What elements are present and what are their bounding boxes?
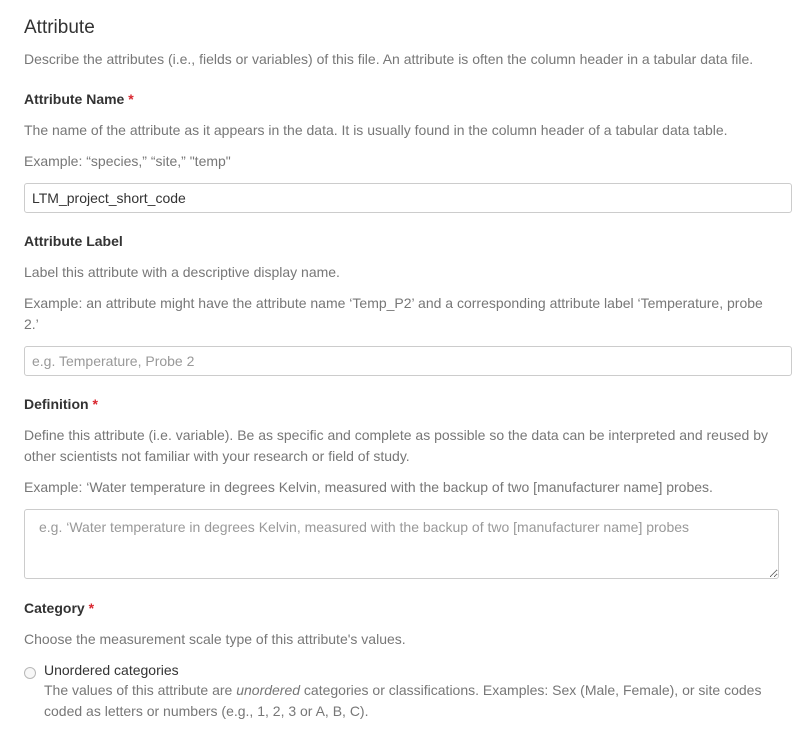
category-help: Choose the measurement scale type of this attribute's values. [24,631,406,647]
attribute-label-label [24,233,123,249]
attribute-name-label [24,91,134,107]
attribute-label-input[interactable] [24,346,792,376]
category-label [24,600,94,616]
definition-textarea[interactable] [24,509,779,579]
category-label-text: Category [24,600,85,616]
desc-emphasis: unordered [236,682,301,698]
unordered-categories-radio[interactable] [24,667,36,679]
definition-label-text: Definition [24,396,89,412]
definition-label [24,396,98,412]
section-title: Attribute [24,17,95,38]
definition-help: Define this attribute (i.e. variable). Be as specific and complete as possible so the data can be interpreted and reused by other scientists not familiar with your research or field of study. [24,427,768,464]
required-marker: * [88,600,95,616]
desc-after: categories or classifications. Examples: Sex (Male, Female), or site codes coded as letters or numbers (e.g., 1, 2, 3 or A, B, C). [44,682,762,719]
desc-before: The values of this attribute are [44,682,237,698]
required-marker: * [92,396,98,412]
attribute-label-help: Label this attribute with a descriptive display name. [24,264,340,280]
attribute-name-label-text: Attribute Name [24,91,125,107]
attribute-label-label-text: Attribute Label [24,233,123,249]
definition-example: Example: ‘Water temperature in degrees Kelvin, measured with the backup of two [manufacturer name] probes. [24,479,713,495]
attribute-label-example: Example: an attribute might have the attribute name ‘Temp_P2’ and a corresponding attribute label ‘Temperature, probe 2.’ [24,295,763,332]
required-marker: * [128,91,134,107]
unordered-categories-label[interactable]: Unordered categories [44,662,179,678]
attribute-name-help: The name of the attribute as it appears in the data. It is usually found in the column header of a tabular data table. [24,122,728,138]
unordered-categories-description [44,680,784,722]
attribute-name-input[interactable] [24,183,792,213]
section-description: Describe the attributes (i.e., fields or variables) of this file. An attribute is often the column header in a tabular data file. [24,51,754,67]
attribute-name-example: Example: “species,” “site,” "temp" [24,153,231,169]
